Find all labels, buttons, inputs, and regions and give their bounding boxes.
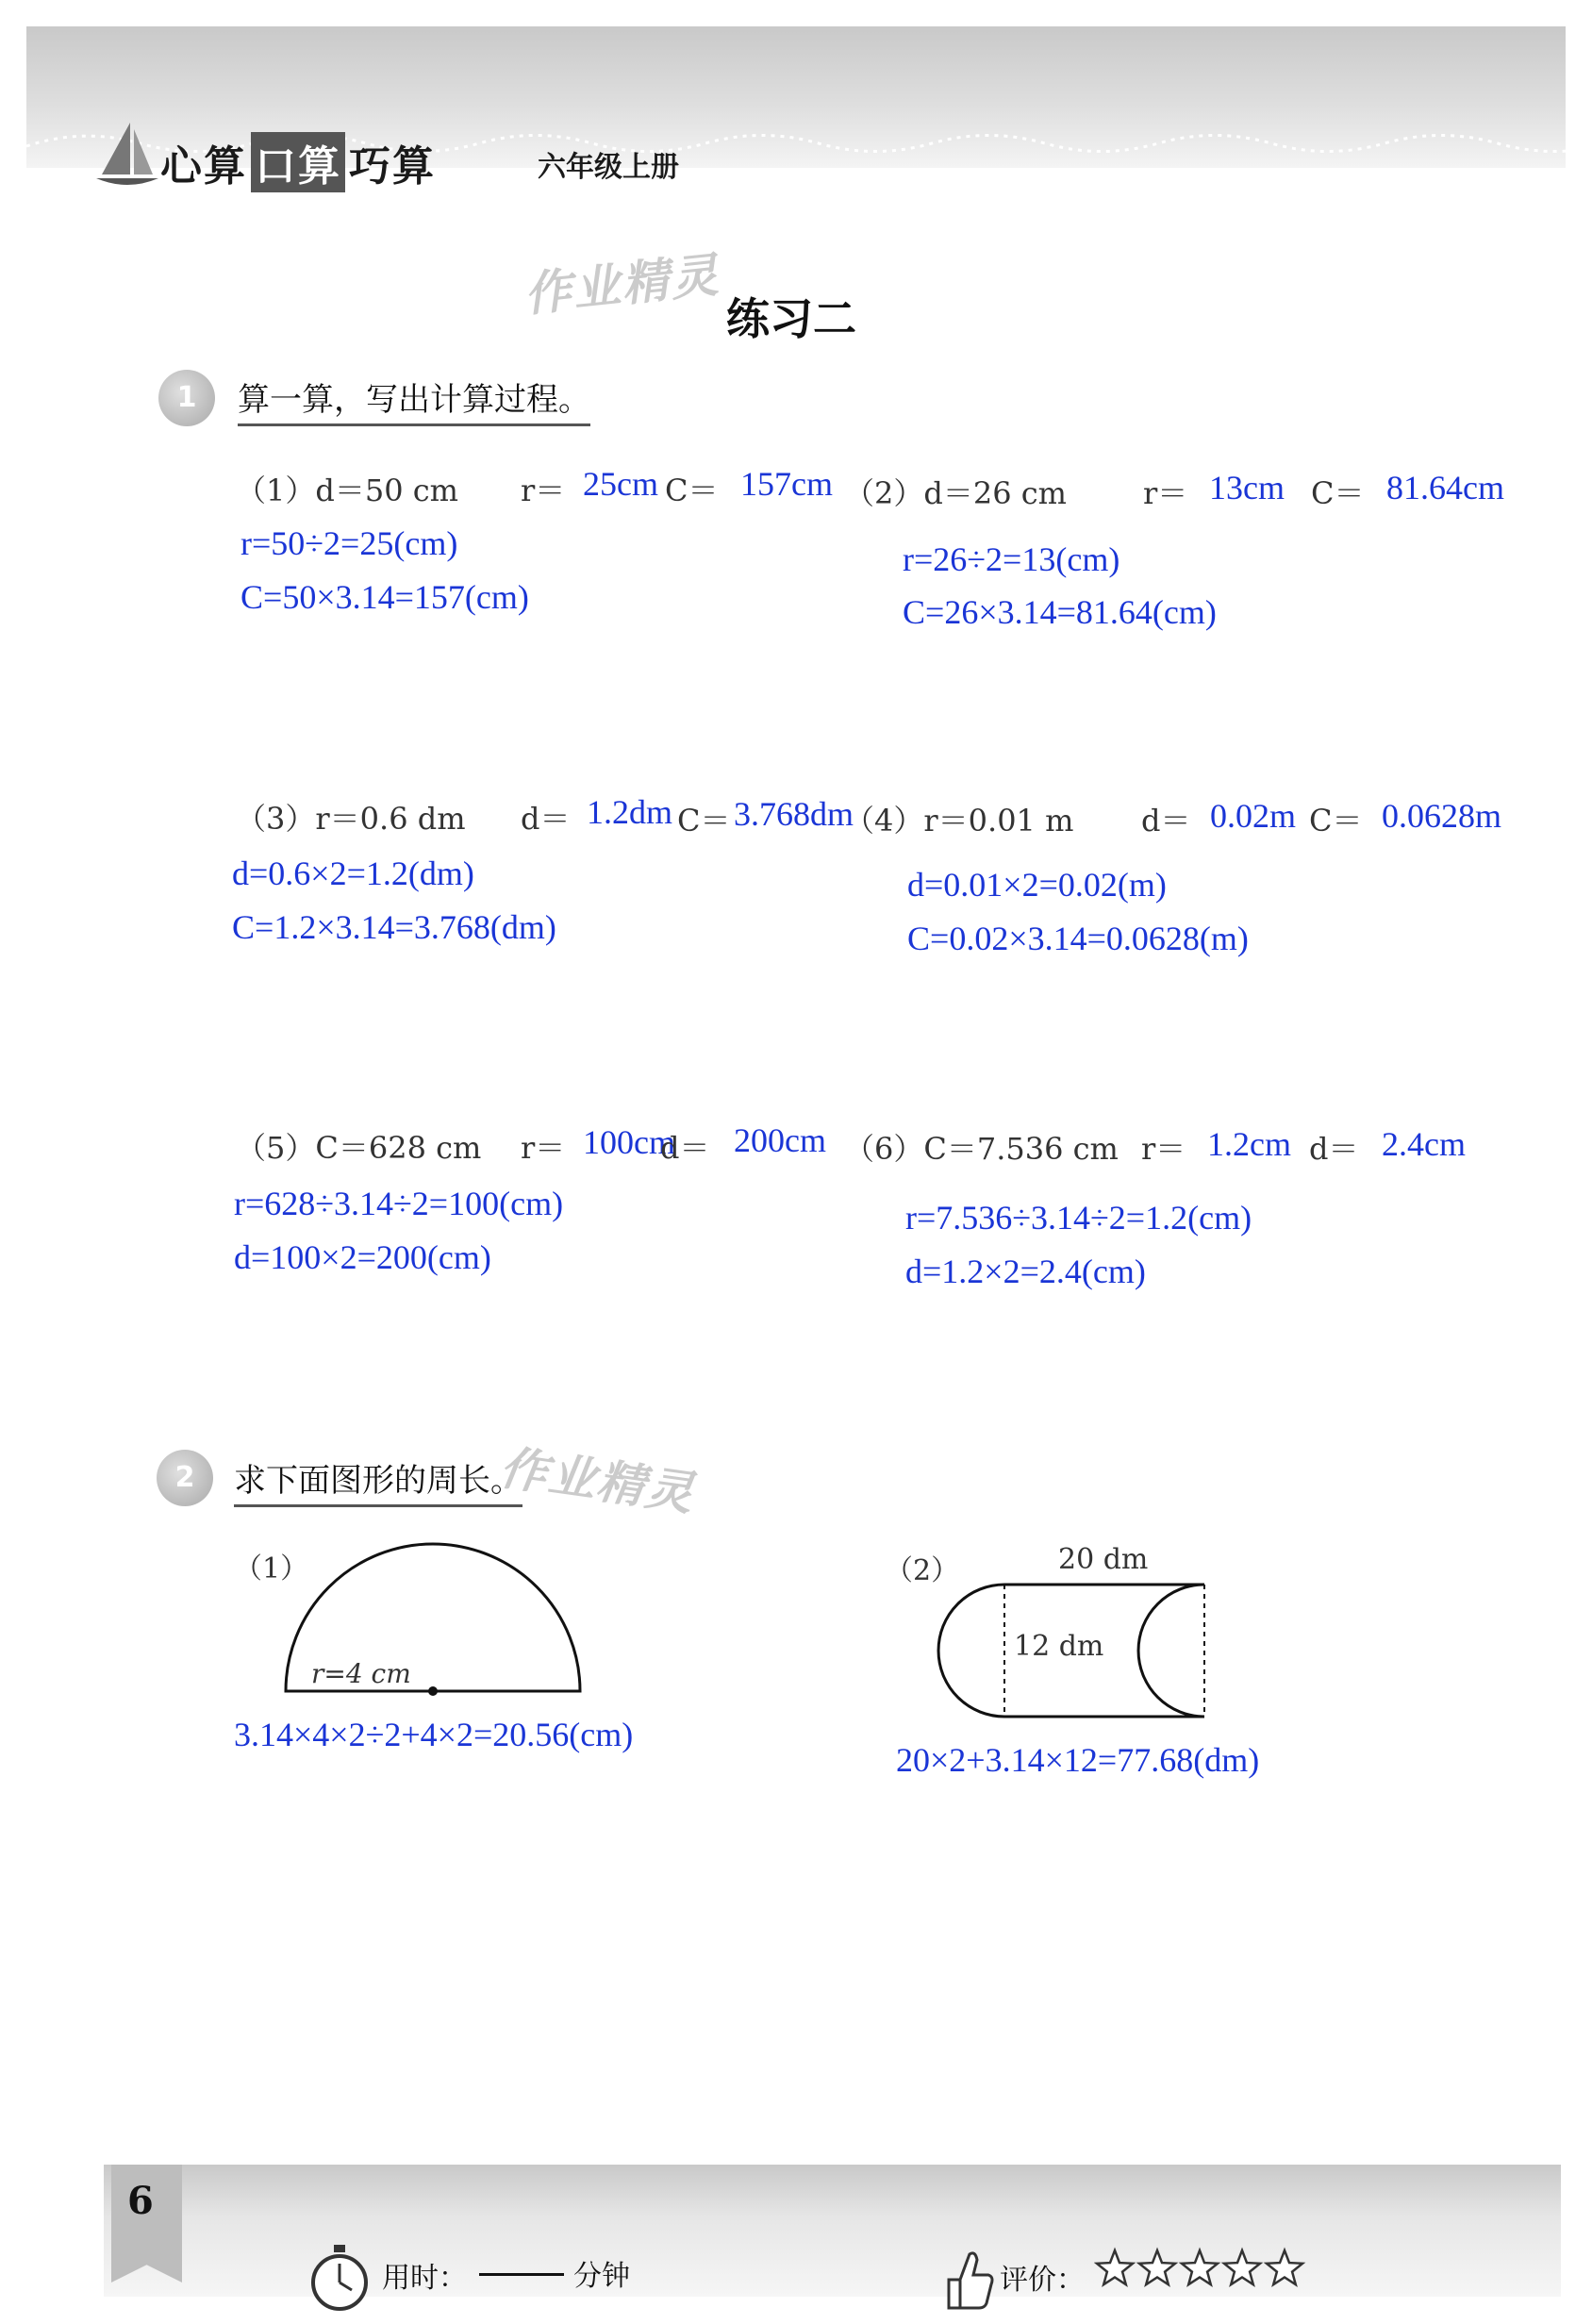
- question-1-prompt: 算一算，写出计算过程。: [238, 374, 590, 426]
- problem-6-work-line-1: r=7.536÷3.14÷2=1.2(cm): [905, 1199, 1252, 1237]
- problem-5-given: （5）C＝628 cm: [236, 1130, 482, 1166]
- problem-4-c-label: C＝: [1309, 803, 1363, 838]
- problem-4-r-answer: 0.02m: [1210, 797, 1297, 835]
- problem-1-work-line-1: r=50÷2=25(cm): [240, 524, 458, 562]
- book-title-part2: 口算: [251, 132, 345, 192]
- problem-3-r-label: d＝: [521, 801, 571, 837]
- time-blank[interactable]: [479, 2273, 564, 2276]
- problem-4-work-line-2: C=0.02×3.14=0.0628(m): [907, 920, 1249, 957]
- sailboat-icon: [94, 118, 160, 193]
- watermark-top: 作业精灵: [521, 247, 722, 323]
- book-title: [160, 132, 436, 192]
- figure-2-label: （2）: [885, 1554, 960, 1587]
- problem-1-work-line-2: C=50×3.14=157(cm): [240, 578, 529, 616]
- problem-2-given: （2）d＝26 cm: [844, 475, 1068, 511]
- problem-4-c-answer: 0.0628m: [1382, 797, 1502, 835]
- problem-3-c-label: C＝: [677, 803, 731, 838]
- problem-6-c-answer: 2.4cm: [1382, 1125, 1466, 1163]
- rating-stars[interactable]: [1094, 2245, 1311, 2292]
- rating-label: 评价：: [1000, 2264, 1085, 2297]
- problem-2-c-answer: 81.64cm: [1386, 469, 1504, 506]
- question-2-prompt: 求下面图形的周长。: [234, 1454, 522, 1507]
- problem-2-work-line-2: C=26×3.14=81.64(cm): [903, 593, 1217, 631]
- time-label: 用时：: [382, 2262, 467, 2295]
- problem-1-r-label: r＝: [521, 473, 566, 508]
- figure-2-answer: 20×2+3.14×12=77.68(dm): [896, 1741, 1260, 1779]
- problem-2-r-answer: 13cm: [1209, 469, 1285, 506]
- question-number-2: 2: [157, 1450, 213, 1506]
- problem-2-c-label: C＝: [1311, 475, 1365, 511]
- watermark-mid: 作业精灵: [496, 1439, 699, 1522]
- exercise-title: 练习二: [726, 293, 856, 344]
- problem-5-c-label: d＝: [660, 1130, 710, 1166]
- problem-5-r-label: r＝: [521, 1130, 566, 1166]
- problem-3-r-answer: 1.2dm: [587, 793, 673, 831]
- time-unit: 分钟: [573, 2260, 630, 2293]
- problem-5-c-answer: 200cm: [734, 1121, 826, 1159]
- stopwatch-icon: [307, 2243, 373, 2314]
- star-icon[interactable]: [1097, 2250, 1133, 2284]
- figure-1-label: （1）: [234, 1552, 309, 1585]
- star-icon[interactable]: [1182, 2250, 1218, 2284]
- page-number: 6: [127, 2179, 154, 2223]
- book-title-part3: 巧算: [349, 142, 436, 191]
- problem-6-given: （6）C＝7.536 cm: [844, 1131, 1119, 1167]
- star-icon[interactable]: [1267, 2250, 1302, 2284]
- question-number-1: 1: [158, 370, 215, 426]
- problem-6-r-label: r＝: [1141, 1131, 1186, 1167]
- figure-1-answer: 3.14×4×2÷2+4×2=20.56(cm): [234, 1716, 634, 1753]
- problem-1-given: （1）d＝50 cm: [236, 473, 459, 508]
- problem-6-c-label: d＝: [1309, 1131, 1359, 1167]
- grade-label: 六年级上册: [538, 151, 679, 184]
- problem-6-r-answer: 1.2cm: [1207, 1125, 1291, 1163]
- problem-3-work-line-2: C=1.2×3.14=3.768(dm): [232, 908, 556, 946]
- problem-5-work-line-1: r=628÷3.14÷2=100(cm): [234, 1185, 564, 1222]
- star-icon[interactable]: [1224, 2250, 1260, 2284]
- figure-1-radius-label: r=4 cm: [311, 1658, 411, 1689]
- problem-3-work-line-1: d=0.6×2=1.2(dm): [232, 855, 474, 892]
- figure-2-width-label: 20 dm: [1058, 1543, 1149, 1576]
- thumbs-up-icon: [939, 2247, 996, 2313]
- book-title-part1: 心算: [160, 142, 247, 191]
- problem-1-c-answer: 157cm: [740, 465, 833, 503]
- problem-5-work-line-2: d=100×2=200(cm): [234, 1238, 491, 1276]
- problem-3-c-answer: 3.768dm: [734, 795, 854, 833]
- problem-6-work-line-2: d=1.2×2=2.4(cm): [905, 1253, 1146, 1290]
- problem-4-r-label: d＝: [1141, 803, 1191, 838]
- problem-5-r-answer: 100cm: [583, 1123, 675, 1161]
- figure-2-height-label: 12 dm: [1014, 1630, 1104, 1663]
- problem-4-given: （4）r＝0.01 m: [844, 803, 1074, 838]
- problem-2-r-label: r＝: [1143, 475, 1188, 511]
- problem-2-work-line-1: r=26÷2=13(cm): [903, 540, 1120, 578]
- problem-1-c-label: C＝: [665, 473, 719, 508]
- problem-3-given: （3）r＝0.6 dm: [236, 801, 466, 837]
- problem-4-work-line-1: d=0.01×2=0.02(m): [907, 866, 1167, 904]
- star-icon[interactable]: [1139, 2250, 1175, 2284]
- problem-1-r-answer: 25cm: [583, 465, 658, 503]
- center-point: [428, 1686, 438, 1696]
